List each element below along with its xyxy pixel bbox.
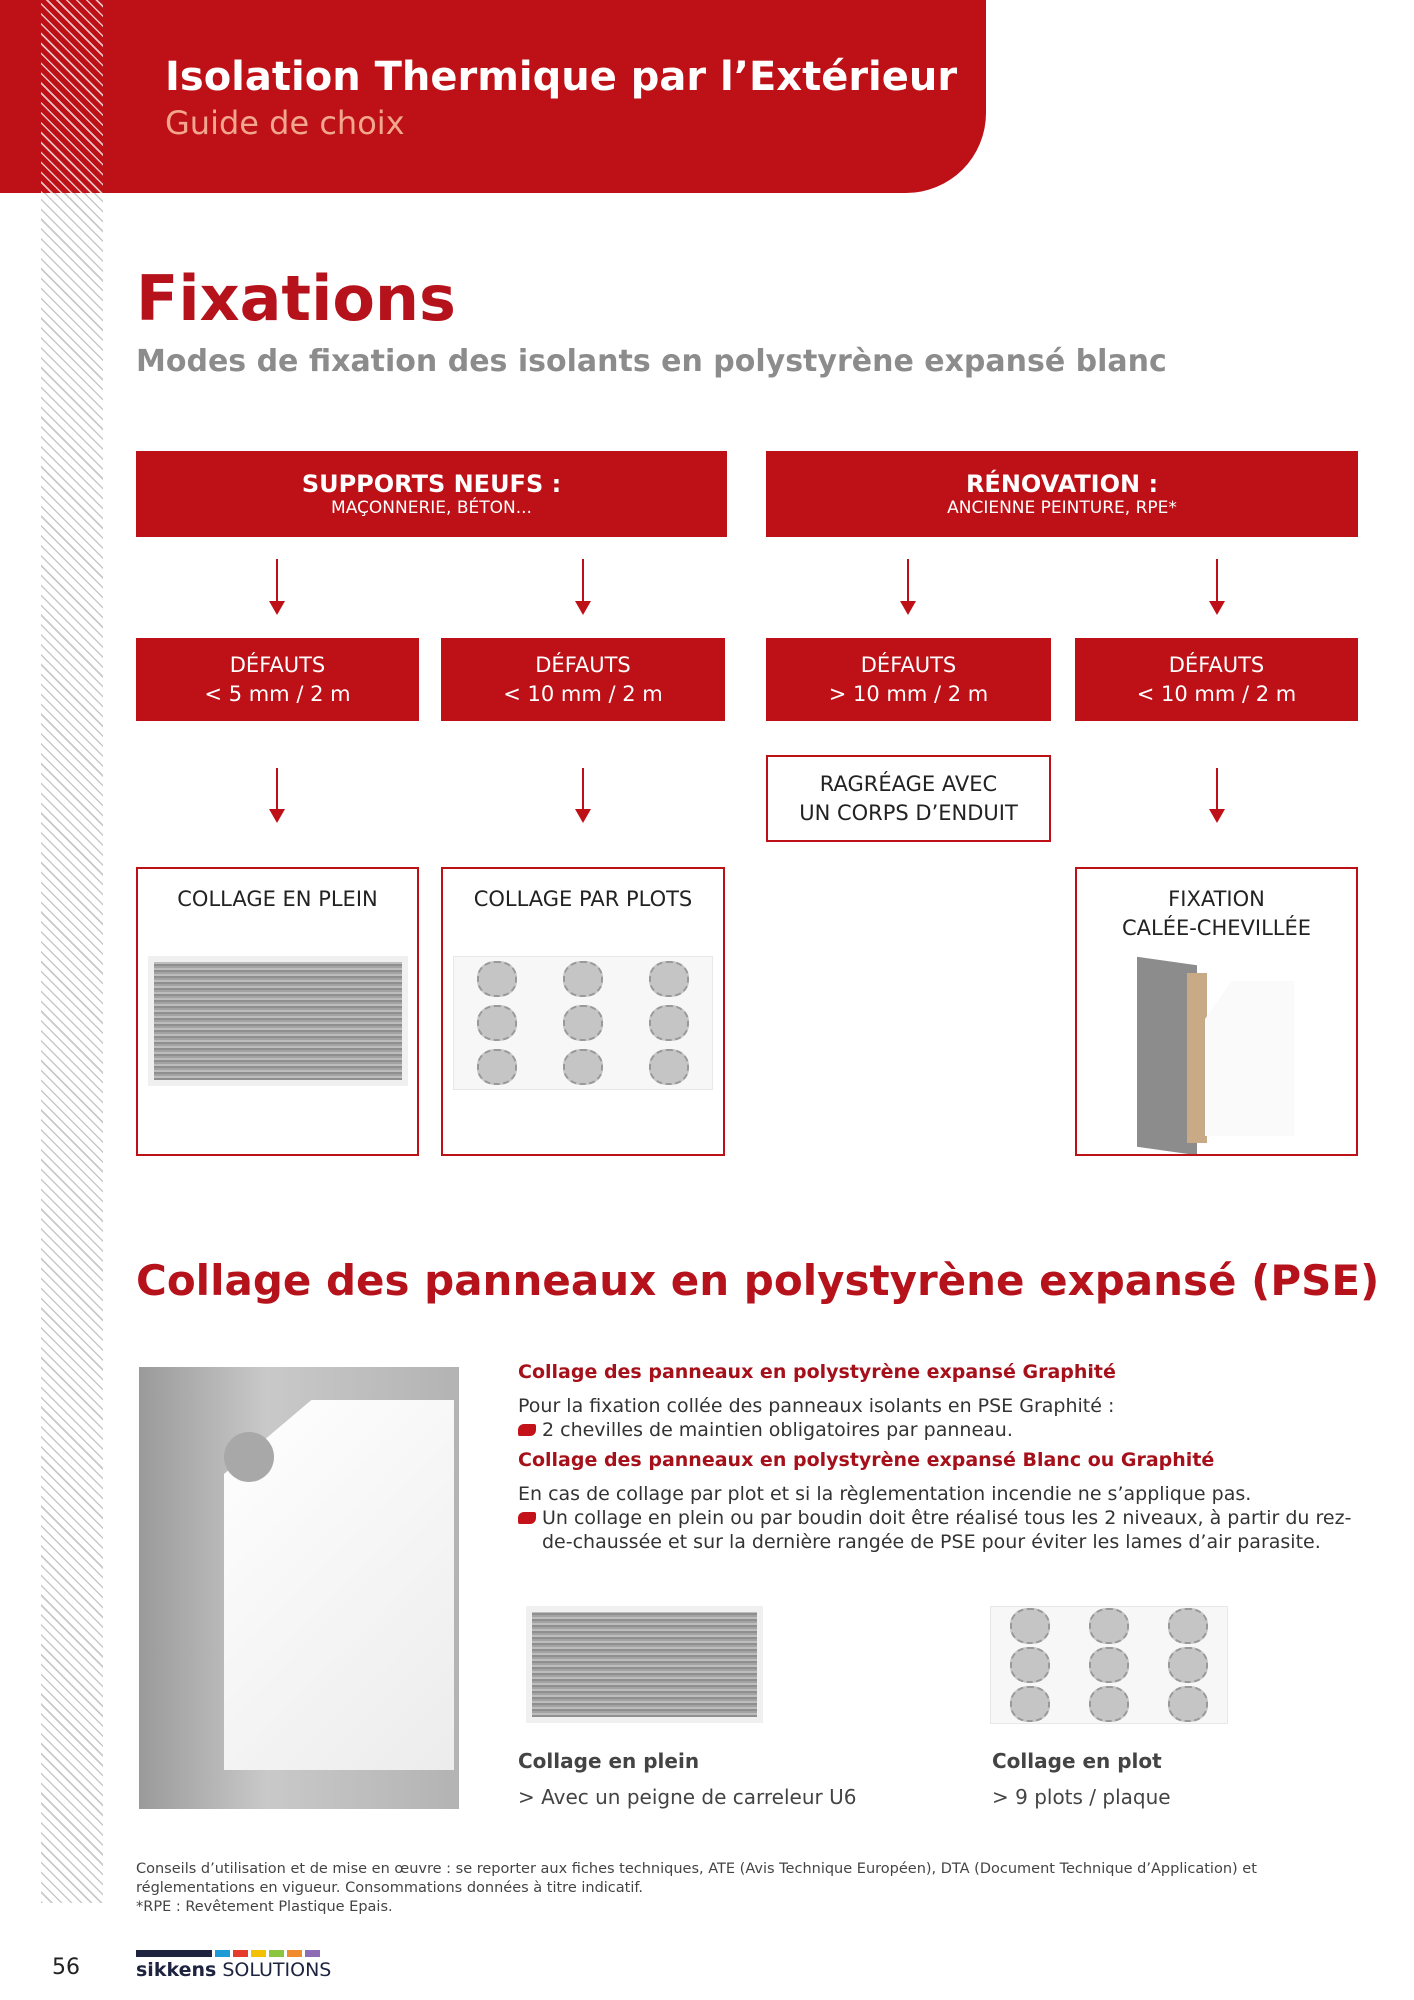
defect-box — [766, 638, 1051, 721]
arrow-down-icon — [1216, 559, 1218, 613]
pse-text-block — [518, 1360, 1360, 1554]
footnote-usage: Conseils d’utilisation et de mise en œuvre : se reporter aux fiches techniques, ATE (Avis Technique Européen), DTA (Document Technique d’Application) et réglementations en vigueur. Consommations données à titre indicatif. — [136, 1861, 1257, 1896]
collage-plein-box — [136, 867, 419, 1156]
supports-neufs-box — [136, 451, 727, 537]
bullet-icon — [518, 1512, 536, 1524]
defect-value: < 10 mm / 2 m — [1136, 681, 1297, 706]
box-detail: ANCIENNE PEINTURE, RPE* — [947, 498, 1177, 518]
collage-plots-image — [453, 956, 713, 1090]
plein-detail: > Avec un peigne de carreleur U6 — [518, 1785, 857, 1809]
bullet-icon — [518, 1424, 536, 1436]
defect-label: DÉFAUTS — [1168, 652, 1265, 677]
footnote-rpe: *RPE : Revêtement Plastique Epais. — [136, 1899, 393, 1915]
arrow-down-icon — [276, 768, 278, 821]
arrow-down-icon — [582, 559, 584, 613]
blanc-bullet: Un collage en plein ou par boudin doit être réalisé tous les 2 niveaux, à partir du rez-de-chaussée et sur la dernière rangée de PSE pour éviter les lames d’air parasite. — [542, 1507, 1352, 1553]
graphite-bullet: 2 chevilles de maintien obligatoires par panneau. — [542, 1419, 1013, 1441]
defect-box — [136, 638, 419, 721]
collage-plein-image — [526, 1606, 763, 1723]
pse-panel-illustration — [139, 1367, 459, 1809]
arrow-down-icon — [276, 559, 278, 613]
result-label: CALÉE-CHEVILLÉE — [1121, 916, 1312, 940]
footnote — [136, 1860, 1361, 1917]
graphite-text: Pour la fixation collée des panneaux isolants en PSE Graphité : — [518, 1395, 1115, 1417]
fixation-calee-chevillee-box — [1075, 867, 1358, 1156]
blanc-subheading: Collage des panneaux en polystyrène expansé Blanc ou Graphité — [518, 1449, 1215, 1471]
section2-title: Collage des panneaux en polystyrène expansé (PSE) — [136, 1256, 1380, 1305]
defect-box — [441, 638, 725, 721]
sikkens-logo — [136, 1950, 331, 1981]
header-subtitle: Guide de choix — [165, 104, 405, 142]
ragreage-line2: UN CORPS D’ENDUIT — [799, 801, 1018, 825]
blanc-text: En cas de collage par plot et si la règlementation incendie ne s’applique pas. — [518, 1483, 1252, 1505]
arrow-down-icon — [1216, 768, 1218, 821]
renovation-box — [766, 451, 1358, 537]
box-title: SUPPORTS NEUFS : — [301, 470, 562, 498]
defect-value: < 10 mm / 2 m — [503, 681, 663, 706]
ragreage-box — [766, 755, 1051, 842]
page-number: 56 — [52, 1955, 80, 1980]
header-title: Isolation Thermique par l’Extérieur — [165, 54, 958, 100]
brand-name: sikkens — [136, 1959, 217, 1981]
defect-value: < 5 mm / 2 m — [204, 681, 351, 706]
defect-box — [1075, 638, 1358, 721]
box-detail: MAÇONNERIE, BÉTON... — [331, 498, 532, 518]
defect-value: > 10 mm / 2 m — [828, 681, 989, 706]
defect-label: DÉFAUTS — [535, 652, 631, 677]
collage-plein-image — [148, 956, 408, 1086]
plein-caption: Collage en plein — [518, 1749, 700, 1773]
plot-detail: > 9 plots / plaque — [992, 1785, 1171, 1809]
ragreage-line1: RAGRÉAGE AVEC — [819, 772, 998, 796]
result-label: COLLAGE PAR PLOTS — [473, 887, 693, 911]
defect-label: DÉFAUTS — [229, 652, 326, 677]
arrow-down-icon — [582, 768, 584, 821]
plot-caption: Collage en plot — [992, 1749, 1162, 1773]
result-label: COLLAGE EN PLEIN — [177, 887, 378, 911]
defect-label: DÉFAUTS — [860, 652, 957, 677]
section-subtitle: Modes de fixation des isolants en polystyrène expansé blanc — [136, 344, 1167, 379]
collage-plots-box — [441, 867, 725, 1156]
collage-plot-image — [990, 1606, 1228, 1724]
brand-suffix: SOLUTIONS — [222, 1959, 332, 1981]
arrow-down-icon — [907, 559, 909, 613]
fixation-illustration — [1137, 961, 1297, 1151]
result-label: FIXATION — [1168, 887, 1265, 911]
section-title: Fixations — [136, 262, 456, 335]
box-title: RÉNOVATION : — [965, 470, 1159, 498]
decorative-hatch-stripe — [41, 0, 103, 1903]
graphite-subheading: Collage des panneaux en polystyrène expansé Graphité — [518, 1361, 1116, 1383]
